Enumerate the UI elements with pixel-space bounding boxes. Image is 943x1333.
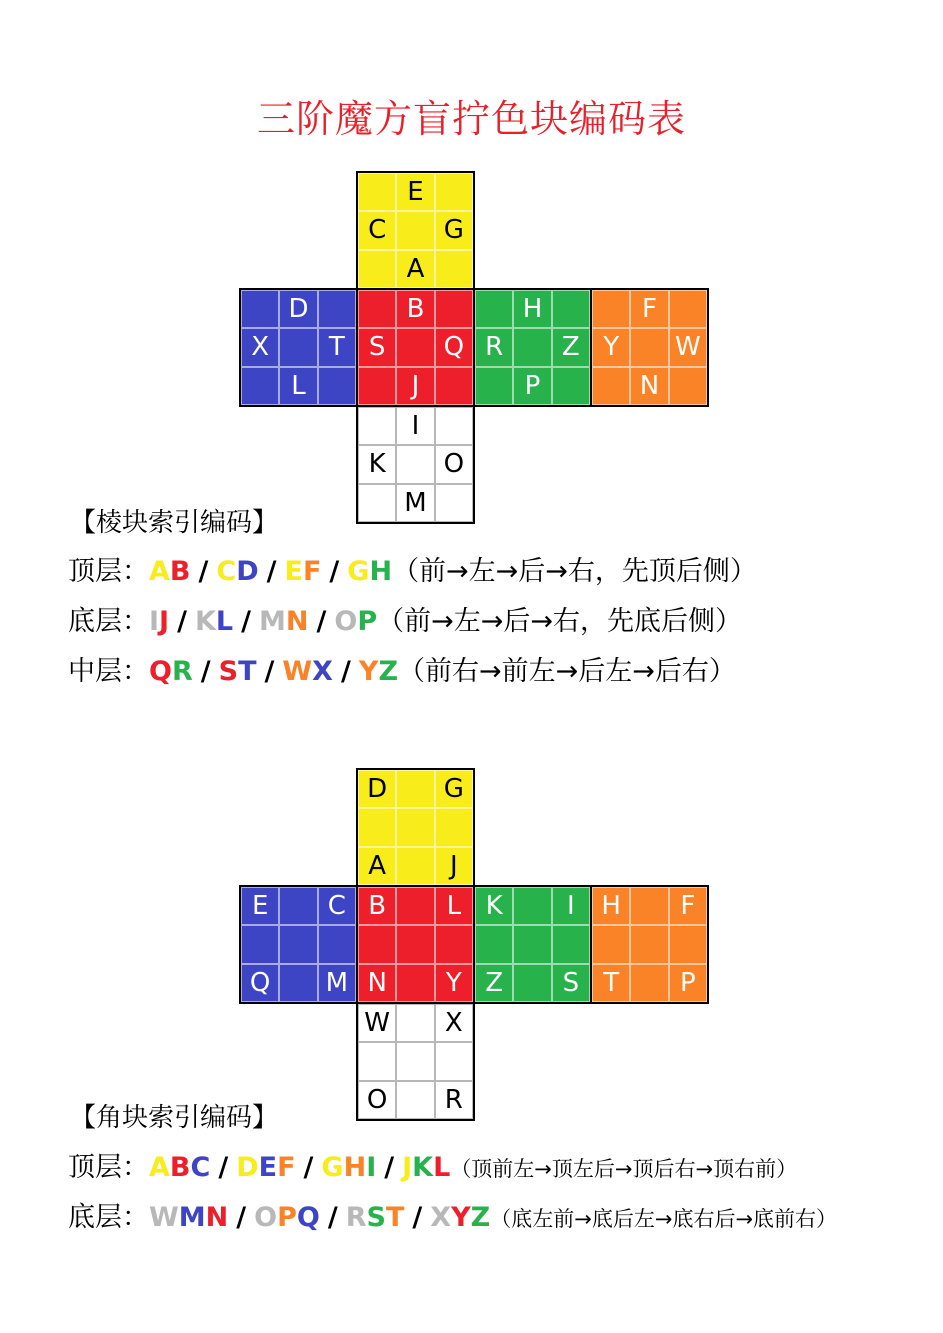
sticker-cell: D <box>358 770 396 808</box>
code-letter: O <box>254 1202 278 1233</box>
sticker-cell: R <box>475 328 513 366</box>
code-letter: G <box>321 1152 344 1183</box>
code-letter: M <box>259 606 286 637</box>
sticker-cell <box>592 367 630 405</box>
row-label: 顶层： <box>68 556 149 587</box>
sticker-cell <box>669 290 707 328</box>
corner-lines-row <box>68 1145 797 1184</box>
sticker-cell: A <box>358 847 396 885</box>
sticker-cell <box>630 925 668 963</box>
sticker-cell <box>435 808 473 846</box>
sticker-cell <box>396 1081 434 1119</box>
row-description: （前→左→后→右，先底后侧） <box>377 606 742 637</box>
code-letter: Z <box>470 1202 491 1233</box>
code-letter: D <box>236 1152 259 1183</box>
code-group <box>254 1202 320 1233</box>
sticker-cell: K <box>475 887 513 925</box>
separator-slash: / <box>341 656 351 687</box>
sticker-cell <box>396 847 434 885</box>
edge-net-face-d <box>356 405 475 524</box>
separator-slash: / <box>241 606 251 637</box>
code-letter: K <box>412 1152 434 1183</box>
sticker-cell <box>435 173 473 211</box>
row-description: （顶前左→顶左后→顶后右→顶右前） <box>450 1157 798 1181</box>
sticker-cell <box>552 925 590 963</box>
code-letter: F <box>302 556 322 587</box>
separator-slash: / <box>200 656 211 687</box>
corner-net-face-u <box>356 768 475 887</box>
code-letter: P <box>277 1202 297 1233</box>
sticker-cell: E <box>396 173 434 211</box>
sticker-cell: T <box>592 964 630 1002</box>
separator-slash: / <box>236 1202 247 1233</box>
sticker-cell: W <box>358 1004 396 1042</box>
sticker-cell <box>669 367 707 405</box>
row-description: （底左前→底后左→底右后→底前右） <box>490 1207 838 1231</box>
sticker-cell: A <box>396 250 434 288</box>
sticker-cell: S <box>358 328 396 366</box>
separator-slash: / <box>198 556 209 587</box>
code-letter: N <box>285 606 309 637</box>
edge-net-face-f <box>356 288 475 407</box>
sticker-cell <box>358 484 396 522</box>
sticker-cell <box>241 367 279 405</box>
edge-net-face-r <box>473 288 592 407</box>
sticker-cell <box>279 964 317 1002</box>
sticker-cell <box>358 290 396 328</box>
sticker-cell: O <box>358 1081 396 1119</box>
code-group <box>149 1202 228 1233</box>
code-letter: N <box>205 1202 229 1233</box>
code-letter: Y <box>451 1202 471 1233</box>
sticker-cell: R <box>435 1081 473 1119</box>
sticker-cell <box>358 173 396 211</box>
sticker-cell <box>396 770 434 808</box>
sticker-cell <box>513 887 551 925</box>
code-group <box>149 556 191 587</box>
code-letter: W <box>282 656 313 687</box>
sticker-cell: J <box>435 847 473 885</box>
sticker-cell <box>630 887 668 925</box>
sticker-cell: F <box>669 887 707 925</box>
separator-slash: / <box>384 1152 395 1183</box>
sticker-cell <box>318 290 356 328</box>
edge-lines-row <box>68 599 742 638</box>
code-letter: Y <box>358 656 379 687</box>
corner-lines-row <box>68 1195 837 1234</box>
sticker-cell: H <box>513 290 551 328</box>
separator-slash: / <box>327 1202 338 1233</box>
code-group <box>321 1152 376 1183</box>
sticker-cell: T <box>318 328 356 366</box>
code-group <box>334 606 377 637</box>
code-letter: T <box>385 1202 405 1233</box>
corner-net-face-f <box>356 885 475 1004</box>
sticker-cell <box>279 887 317 925</box>
sticker-cell: Y <box>435 964 473 1002</box>
separator-slash: / <box>329 556 340 587</box>
code-letter: Z <box>378 656 399 687</box>
sticker-cell: K <box>358 445 396 483</box>
code-letter: I <box>149 606 160 637</box>
sticker-cell: M <box>396 484 434 522</box>
code-group <box>149 606 169 637</box>
code-letter: R <box>171 656 193 687</box>
sticker-cell <box>396 925 434 963</box>
edge-cube-net <box>239 171 709 523</box>
sticker-cell: Y <box>592 328 630 366</box>
code-letter: X <box>430 1202 452 1233</box>
code-letter: Q <box>296 1202 320 1233</box>
sticker-cell <box>435 250 473 288</box>
edge-net-face-b <box>590 288 709 407</box>
sticker-cell: E <box>241 887 279 925</box>
sticker-cell <box>241 925 279 963</box>
sticker-cell: N <box>358 964 396 1002</box>
sticker-cell: J <box>396 367 434 405</box>
sticker-cell: O <box>435 445 473 483</box>
sticker-cell: S <box>552 964 590 1002</box>
sticker-cell <box>630 328 668 366</box>
sticker-cell: B <box>358 887 396 925</box>
code-group <box>402 1152 450 1183</box>
edge-net-face-u <box>356 171 475 290</box>
corner-net-face-d <box>356 1002 475 1121</box>
sticker-cell <box>358 808 396 846</box>
code-group <box>285 556 322 587</box>
sticker-cell <box>435 367 473 405</box>
code-group <box>195 606 233 637</box>
code-group <box>149 1152 210 1183</box>
code-letter: I <box>366 1152 377 1183</box>
sticker-cell: Q <box>435 328 473 366</box>
sticker-cell: G <box>435 770 473 808</box>
sticker-cell: Z <box>552 328 590 366</box>
code-letter: H <box>343 1152 367 1183</box>
code-group <box>346 1202 405 1233</box>
separator-slash: / <box>303 1152 314 1183</box>
code-letter: Q <box>149 656 172 687</box>
sticker-cell: I <box>396 407 434 445</box>
sticker-cell: Z <box>475 964 513 1002</box>
code-letter: B <box>169 556 191 587</box>
row-description: （前右→前左→后左→后右） <box>398 656 736 687</box>
code-group <box>359 656 398 687</box>
row-label: 底层： <box>68 1202 149 1233</box>
code-letter: M <box>178 1202 206 1233</box>
sticker-cell <box>396 887 434 925</box>
sticker-cell: M <box>318 964 356 1002</box>
sticker-cell <box>552 367 590 405</box>
code-letter: L <box>433 1152 451 1183</box>
code-group <box>259 606 308 637</box>
sticker-cell <box>552 290 590 328</box>
sticker-cell: Q <box>241 964 279 1002</box>
sticker-cell <box>358 250 396 288</box>
sticker-cell <box>435 925 473 963</box>
code-letter: E <box>284 556 303 587</box>
code-letter: B <box>169 1152 191 1183</box>
sticker-cell <box>435 1042 473 1080</box>
code-group <box>219 656 257 687</box>
sticker-cell: N <box>630 367 668 405</box>
corner-net-face-r <box>473 885 592 1004</box>
edge-section-heading: 【棱块索引编码】 <box>70 508 279 538</box>
sticker-cell: X <box>435 1004 473 1042</box>
edge-lines-row <box>68 649 736 688</box>
sticker-cell <box>435 407 473 445</box>
separator-slash: / <box>177 606 187 637</box>
sticker-cell: P <box>513 367 551 405</box>
sticker-cell: P <box>669 964 707 1002</box>
code-letter: X <box>312 656 333 687</box>
sticker-cell: C <box>318 887 356 925</box>
sticker-cell: F <box>630 290 668 328</box>
sticker-cell <box>318 925 356 963</box>
code-letter: F <box>277 1152 296 1183</box>
separator-slash: / <box>218 1152 229 1183</box>
separator-slash: / <box>264 656 275 687</box>
sticker-cell <box>435 290 473 328</box>
sticker-cell <box>669 925 707 963</box>
sticker-cell <box>358 407 396 445</box>
sticker-cell: I <box>552 887 590 925</box>
code-letter: K <box>194 606 216 637</box>
code-letter: G <box>347 556 370 587</box>
code-letter: J <box>159 606 170 637</box>
sticker-cell <box>396 445 434 483</box>
sticker-cell: D <box>279 290 317 328</box>
row-description: （前→左→后→右，先顶后侧） <box>392 556 757 587</box>
row-label: 顶层： <box>68 1152 149 1183</box>
separator-slash: / <box>266 556 277 587</box>
sticker-cell <box>475 367 513 405</box>
sticker-cell <box>279 328 317 366</box>
sticker-cell: X <box>241 328 279 366</box>
code-letter: R <box>345 1202 367 1233</box>
code-group <box>282 656 333 687</box>
code-letter: O <box>334 606 358 637</box>
sticker-cell <box>592 925 630 963</box>
code-group <box>347 556 392 587</box>
sticker-cell <box>513 328 551 366</box>
sticker-cell <box>513 964 551 1002</box>
sticker-cell <box>475 290 513 328</box>
code-letter: L <box>215 606 234 637</box>
code-letter: J <box>402 1152 413 1183</box>
code-group <box>430 1202 490 1233</box>
code-letter: S <box>218 656 239 687</box>
code-letter: D <box>236 556 259 587</box>
sticker-cell <box>358 1042 396 1080</box>
code-letter: H <box>369 556 393 587</box>
sticker-cell <box>396 1042 434 1080</box>
edge-net-face-l <box>239 288 358 407</box>
sticker-cell <box>358 925 396 963</box>
sticker-cell <box>396 211 434 249</box>
code-group <box>149 656 193 687</box>
sticker-cell: C <box>358 211 396 249</box>
sticker-cell: L <box>435 887 473 925</box>
row-label: 底层： <box>68 606 149 637</box>
code-letter: E <box>258 1152 278 1183</box>
corner-net-face-l <box>239 885 358 1004</box>
row-label: 中层： <box>68 656 149 687</box>
sticker-cell <box>592 290 630 328</box>
corner-cube-net <box>239 768 709 1120</box>
corner-net-face-b <box>590 885 709 1004</box>
sticker-cell: L <box>279 367 317 405</box>
code-group <box>216 556 258 587</box>
sticker-cell: W <box>669 328 707 366</box>
sticker-cell <box>279 925 317 963</box>
sticker-cell: B <box>396 290 434 328</box>
code-letter: C <box>190 1152 211 1183</box>
sticker-cell <box>513 925 551 963</box>
code-letter: C <box>216 556 237 587</box>
sticker-cell <box>396 808 434 846</box>
code-letter: W <box>149 1202 179 1233</box>
code-letter: T <box>238 656 257 687</box>
sticker-cell <box>396 964 434 1002</box>
sticker-cell <box>318 367 356 405</box>
code-letter: P <box>357 606 378 637</box>
code-letter: A <box>149 556 170 587</box>
sticker-cell <box>358 367 396 405</box>
corner-section-heading: 【角块索引编码】 <box>70 1103 279 1133</box>
code-letter: A <box>149 1152 170 1183</box>
sticker-cell: G <box>435 211 473 249</box>
sticker-cell <box>475 925 513 963</box>
code-letter: S <box>366 1202 386 1233</box>
separator-slash: / <box>316 606 327 637</box>
page-title: 三阶魔方盲拧色块编码表 <box>256 97 686 141</box>
sticker-cell <box>435 484 473 522</box>
code-group <box>236 1152 295 1183</box>
sticker-cell <box>396 1004 434 1042</box>
sticker-cell <box>396 328 434 366</box>
sticker-cell <box>241 290 279 328</box>
sticker-cell <box>630 964 668 1002</box>
sticker-cell: H <box>592 887 630 925</box>
edge-lines-row <box>68 549 757 588</box>
separator-slash: / <box>412 1202 423 1233</box>
